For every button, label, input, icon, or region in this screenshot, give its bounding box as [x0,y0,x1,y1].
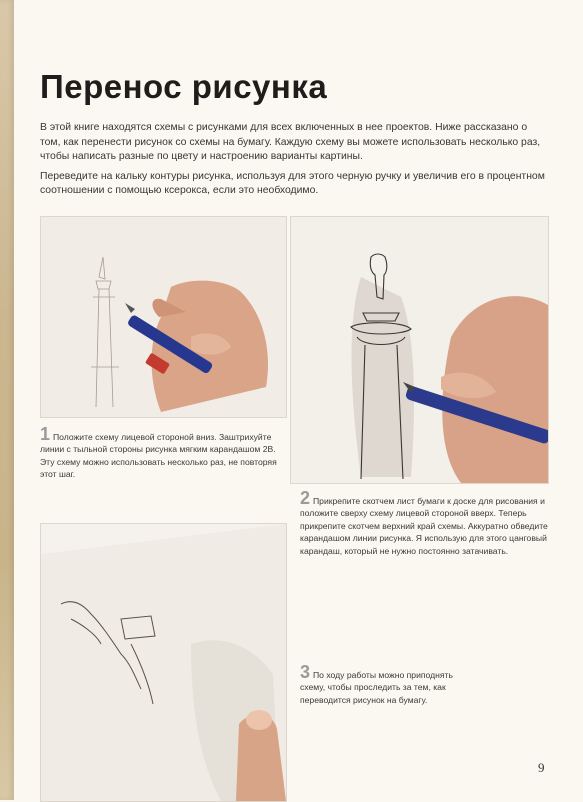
hand-shading-illustration [41,217,286,417]
step-text: Прикрепите скотчем лист бумаги к доске для рисования и положите сверху схему лицевой стороной вверх. Теперь прикрепите скотчем верхний край схемы. Аккуратно обведите карандашом линии рисунка. Я использую для этого цанговый карандаш, который не нужно постоянно затачивать. [300,496,548,556]
intro-text [40,121,545,204]
page-title: Перенос рисунка [40,68,328,105]
paper-lifting-illustration [41,524,286,801]
step-number: 2 [300,488,311,508]
step-3-photo [40,523,287,802]
step-number: 1 [40,424,51,444]
intro-paragraph: В этой книге находятся схемы с рисунками для всех включенных в нее проектов. Ниже рассказано о том, как перенести рисунок со схемы на бумагу. Каждую схему вы можете использовать несколько раз, чтобы написать разные по цвету и настроению варианты картины. [40,122,541,162]
intro-paragraph: Переведите на кальку контуры рисунка, используя для этого черную ручку и увеличив его в процентном соотношении с помощью ксерокса, если это необходимо. [40,170,545,196]
book-spine-edge [0,0,14,800]
step-2-photo [290,216,549,484]
step-number: 3 [300,662,311,682]
step-text: Положите схему лицевой стороной вниз. Заштрихуйте линии с тыльной стороны рисунка мягким карандашом 2B. Эту схему можно использовать несколько раз, не повторяя этот шаг. [40,432,277,480]
page-number: 9 [538,760,545,775]
step-text: По ходу работы можно приподнять схему, чтобы проследить за тем, как переводится рисунок на бумагу. [300,670,453,705]
pencil-tracing-illustration [291,217,548,483]
step-1-photo [40,216,287,418]
